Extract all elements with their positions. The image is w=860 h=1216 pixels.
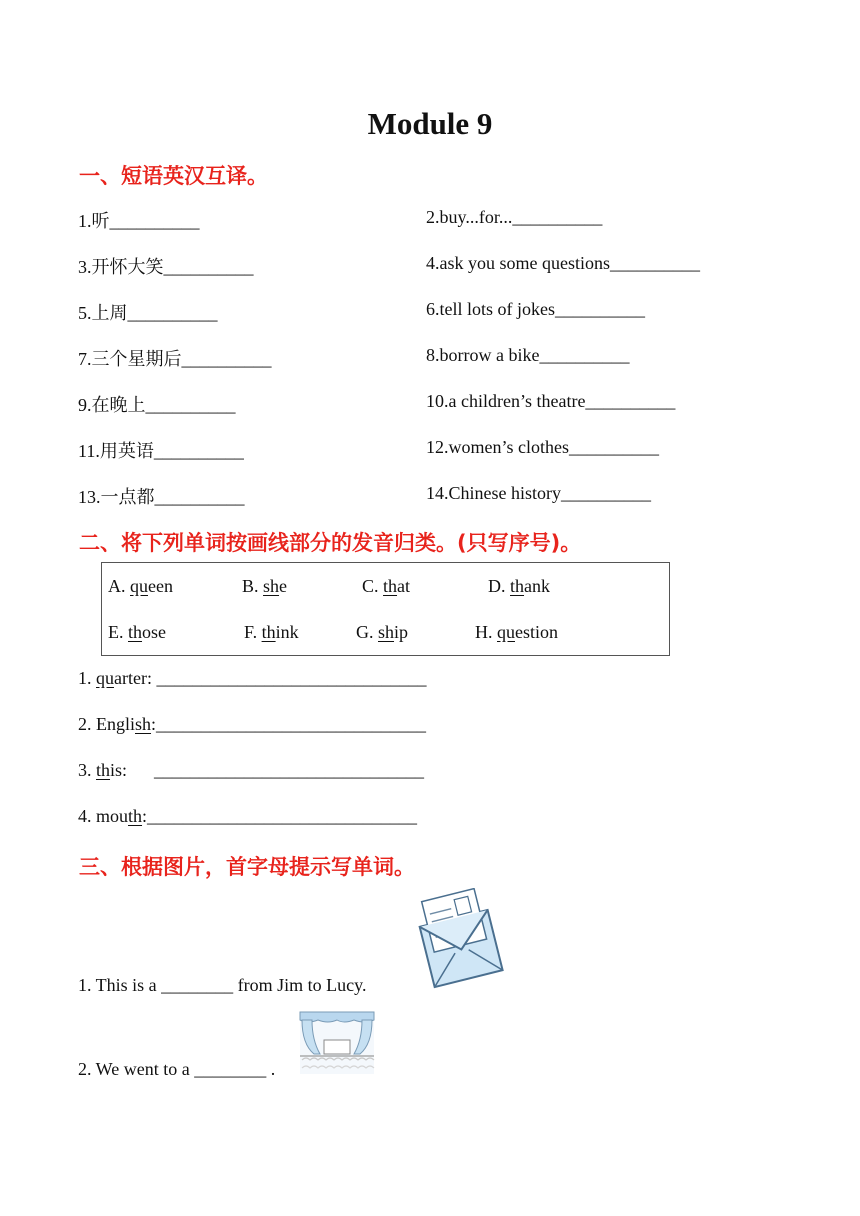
phrase-item-4: 4.ask you some questions__________ — [426, 253, 700, 273]
option-b: B. she — [242, 576, 288, 596]
section1-heading: 一、短语英汉互译。 — [79, 164, 268, 188]
phrase-item-6: 6.tell lots of jokes__________ — [426, 299, 645, 319]
theatre-stage-picture — [298, 1010, 376, 1076]
sound-question-1: 1. quarter: ______________________________ — [78, 668, 427, 688]
phrase-item-13: 13.一点都__________ — [78, 487, 245, 507]
option-h: H. question — [475, 622, 558, 642]
picture-question-1: 1. This is a ________ from Jim to Lucy. — [78, 975, 367, 995]
sound-question-4: 4. mouth:______________________________ — [78, 806, 418, 826]
phrase-item-9: 9.在晚上__________ — [78, 395, 236, 415]
phrase-item-5: 5.上周__________ — [78, 303, 218, 323]
sound-question-3: 3. this: ______________________________ — [78, 760, 425, 780]
option-e: E. those — [108, 622, 167, 642]
phrase-item-7: 7.三个星期后__________ — [78, 349, 272, 369]
phrase-item-14: 14.Chinese history__________ — [426, 483, 651, 503]
sound-question-2: 2. English:______________________________ — [78, 714, 427, 734]
phrase-item-10: 10.a children’s theatre__________ — [426, 391, 676, 411]
phrase-item-2: 2.buy...for...__________ — [426, 207, 603, 227]
phrase-item-12: 12.women’s clothes__________ — [426, 437, 659, 457]
phrase-item-8: 8.borrow a bike__________ — [426, 345, 630, 365]
page-title: Module 9 — [367, 106, 493, 141]
option-g: G. ship — [356, 622, 409, 642]
option-d: D. thank — [488, 576, 551, 596]
section3-heading: 三、根据图片，首字母提示写单词。 — [79, 855, 415, 879]
option-f: F. think — [244, 622, 299, 642]
picture-question-2: 2. We went to a ________ . — [78, 1059, 276, 1079]
option-a: A. queen — [108, 576, 173, 596]
phrase-item-1: 1.听__________ — [78, 211, 200, 231]
option-c: C. that — [362, 576, 411, 596]
phrase-item-3: 3.开怀大笑__________ — [78, 257, 254, 277]
section2-heading: 二、将下列单词按画线部分的发音归类。(只写序号)。 — [79, 531, 582, 555]
letter-envelope-picture — [412, 888, 504, 992]
phrase-item-11: 11.用英语__________ — [78, 441, 244, 461]
